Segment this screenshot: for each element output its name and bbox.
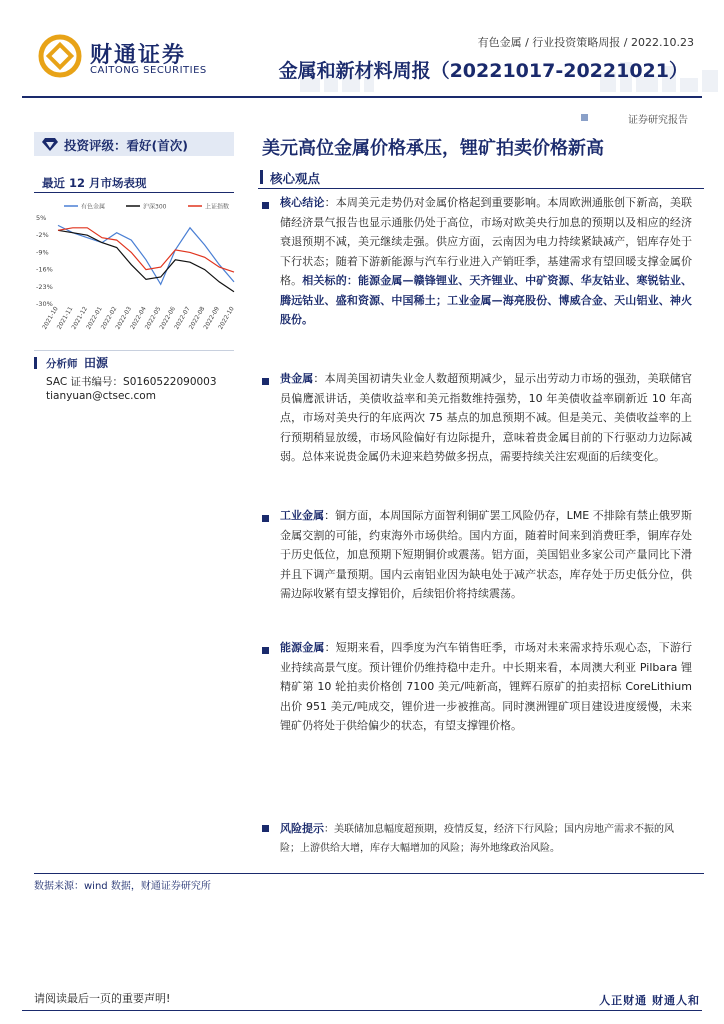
core-conclusion-text: ：本周美元走势仍对金属价格起到重要影响。本周欧洲通胀创下新高，美联储经济景气报告也显示通胀仍处于高位，市场对欧美央行加息的预期以及相应的经济衰退预期不减，美元继续走强。供应方面，云南因为电力持续紧缺减产，铝库存处于下行状态；随着下游新能源与汽车行业进入产销旺季，基建需求有望回暖支撑金属价格。 <box>280 196 693 287</box>
precious-metals-label: 贵金属 <box>280 372 314 385</box>
tag-square-icon <box>581 114 588 121</box>
source-divider <box>34 873 704 874</box>
header-divider <box>22 96 702 98</box>
main-headline: 美元高位金属价格承压，锂矿拍卖价格新高 <box>262 138 604 159</box>
data-source: 数据来源：wind 数据，财通证券研究所 <box>34 881 211 892</box>
x-tick-label: 2022-06 <box>158 305 178 331</box>
sac-number: SAC 证书编号：S0160522090003 <box>46 376 217 388</box>
x-tick-label: 2021-11 <box>55 305 75 331</box>
x-tick-label: 2022-04 <box>129 305 148 331</box>
x-tick-label: 2022-05 <box>143 305 163 331</box>
industrial-metals-label: 工业金属 <box>280 509 325 522</box>
y-tick-label: -2% <box>36 231 49 240</box>
bullet-icon <box>262 515 269 522</box>
y-tick-label: -30% <box>36 300 53 308</box>
industrial-metals-paragraph <box>280 506 692 604</box>
section-title: 核心观点 <box>270 171 321 186</box>
disclaimer-note: 请阅读最后一页的重要声明! <box>34 992 171 1005</box>
core-conclusion-paragraph <box>280 193 692 330</box>
section-marker <box>260 170 263 184</box>
research-tag: 证券研究报告 <box>628 115 688 126</box>
x-tick-label: 2022-03 <box>114 305 134 331</box>
risk-warning-paragraph <box>280 820 692 858</box>
targets-text: 能源金属—赣锋锂业、天齐锂业、中矿资源、华友钴业、寒锐钴业、腾远钴业、盛和资源、中国稀土；工业金属—海亮股份、博威合金、天山铝业、神火股份。 <box>280 274 693 326</box>
precious-metals-paragraph <box>280 369 692 467</box>
core-conclusion-label: 核心结论 <box>280 196 325 209</box>
diamond-icon <box>42 137 58 151</box>
performance-title: 最近 12 月市场表现 <box>42 176 147 190</box>
x-tick-label: 2022-09 <box>202 305 222 331</box>
logo-english: CAITONG SECURITIES <box>90 65 207 76</box>
risk-label: 风险提示 <box>280 822 324 835</box>
x-tick-label: 2021-10 <box>41 305 60 331</box>
y-tick-label: -23% <box>36 282 53 291</box>
risk-text: ：美联储加息幅度超预期，疫情反复，经济下行风险；国内房地产需求不振的风险；上游供给大增，库存大幅增加的风险；海外地缘政治风险。 <box>280 824 674 854</box>
slogan: 人正财通 财通人和 <box>599 994 700 1007</box>
targets-label: 相关标的： <box>302 274 358 287</box>
x-tick-label: 2021-12 <box>70 305 90 331</box>
bullet-icon <box>262 378 269 385</box>
bullet-icon <box>262 647 269 654</box>
legend-label: 沪深300 <box>143 203 167 211</box>
y-tick-label: 5% <box>36 214 47 222</box>
industrial-metals-text: ：铜方面，本周国际方面智利铜矿罢工风险仍存，LME 不排除有禁止俄罗斯金属交割的可能，约束海外市场供给。国内方面，随着时间来到消费旺季，铜库存处于历史低位，加息预期下短期铜价或震荡。铝方面，美国铝业多家公司产量同比下滑并且下调产量预期。国内云南铝业因为缺电处于减产状态，库存处于历史低分位，供需边际收紧有望支撑铝价，后续铝价将持续震荡。 <box>280 509 692 600</box>
caitong-logo-icon <box>38 34 82 78</box>
analyst-email[interactable]: tianyuan@ctsec.com <box>46 390 156 402</box>
y-tick-label: -16% <box>36 265 53 274</box>
report-title: 金属和新材料周报（20221017-20221021） <box>278 60 688 82</box>
bullet-icon <box>262 825 269 832</box>
footer-divider <box>22 1010 702 1011</box>
precious-metals-text: ：本周美国初请失业金人数超预期减少，显示出劳动力市场的强劲，美联储官员偏鹰派讲话，美债收益率和美元指数维持强势，10 年美债收益率刷新近 10 年高点，市场对美央行的年底两次 75 基点的加息预期不减。但是美元、美债收益率的上行预期稍显放缓，市场风险偏好有边际提升，意味着贵金属目前的下行驱动力边际减弱。总体来说贵金属仍未迎来趋势做多拐点，需要持续关注宏观面的后续变化。 <box>280 372 693 463</box>
performance-divider <box>34 192 234 193</box>
investment-rating: 投资评级：看好(首次) <box>64 138 188 153</box>
energy-metals-label: 能源金属 <box>280 641 325 654</box>
analyst-name: 田源 <box>84 356 109 370</box>
legend-label: 上证指数 <box>205 203 230 211</box>
bullet-icon <box>262 202 269 209</box>
x-tick-label: 2022-01 <box>85 305 104 331</box>
logo-chinese: 财通证券 <box>90 43 187 68</box>
energy-metals-text: ：短期来看，四季度为汽车销售旺季，市场对未来需求持乐观心态，下游行业持续高景气度。预计锂价仍维持稳中走升。中长期来看，本周澳大利亚 Pilbara 锂精矿第 10 轮拍卖价格创 7100 美元/吨新高，锂辉石原矿的拍卖招标 CoreLithium 出价 951 美元/吨成交，锂价进一步被推高。同时澳洲锂矿项目建设进度缓慢，未来锂矿仍将处于供给偏少的状态，有望支撑锂价格。 <box>280 641 693 732</box>
energy-metals-paragraph <box>280 638 692 736</box>
legend-label: 有色金属 <box>81 203 106 211</box>
y-tick-label: -9% <box>36 248 49 257</box>
report-meta: 有色金属 / 行业投资策略周报 / 2022.10.23 <box>477 36 694 49</box>
section-divider <box>258 188 704 189</box>
x-tick-label: 2022-07 <box>173 305 192 331</box>
series-line <box>58 230 234 291</box>
x-tick-label: 2022-02 <box>99 305 119 331</box>
x-tick-label: 2022-08 <box>187 305 207 331</box>
x-tick-label: 2022-10 <box>217 305 236 331</box>
analyst-marker <box>34 357 37 369</box>
market-performance-chart <box>34 196 240 346</box>
analyst-label: 分析师 <box>46 358 78 370</box>
analyst-divider <box>34 350 234 351</box>
